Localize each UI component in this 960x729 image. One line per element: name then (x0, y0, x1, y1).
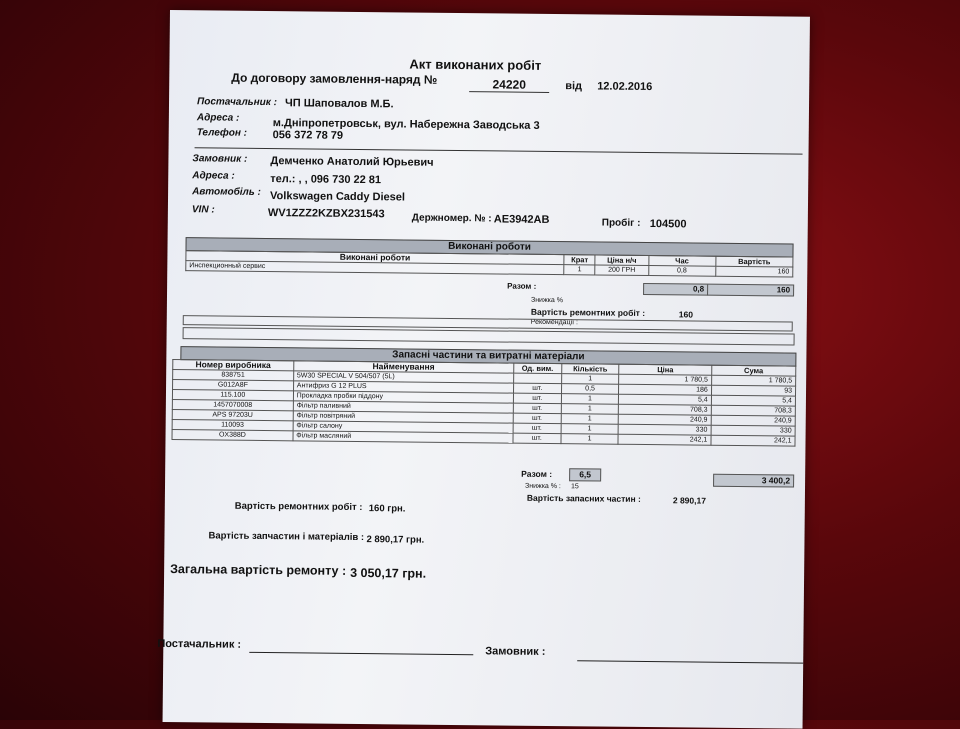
customer-address-label: Адреса : (192, 170, 235, 182)
part-code: 115.100 (172, 390, 293, 401)
parts-section-title: Запасні частини та витратні матеріали (180, 346, 796, 366)
summary-total-value: 3 050,17 грн. (350, 565, 427, 581)
contract-label: До договору замовлення-наряд № (231, 70, 438, 87)
works-total-hours: 0,8 (643, 283, 708, 296)
signature-customer-line (577, 660, 803, 663)
separator-line (195, 147, 803, 154)
work-cost: 160 (715, 266, 792, 277)
part-code: OX388D (172, 430, 293, 441)
part-qty: 1 (561, 424, 619, 435)
parts-total-label: Разом : (521, 468, 553, 480)
supplier-name: ЧП Шаповалов М.Б. (284, 97, 394, 111)
order-date: 12.02.2016 (597, 80, 653, 94)
part-sum: 330 (711, 425, 795, 436)
work-price: 200 ГРН (595, 265, 648, 276)
summary-parts-label: Вартість запчастин і матеріалів : (208, 530, 365, 544)
works-header-cost: Вартість (716, 256, 793, 267)
part-sum: 93 (711, 385, 795, 396)
customer-address: тел.: , , 096 730 22 81 (270, 173, 382, 187)
part-unit: шт. (513, 423, 561, 433)
works-header-price: Ціна н/ч (595, 255, 648, 266)
works-total-label: Разом : (507, 281, 537, 291)
parts-total-sum: 3 400,2 (713, 474, 794, 488)
part-price: 242,1 (618, 434, 710, 445)
parts-header-name: Найменування (293, 361, 513, 373)
works-header-hours: Час (648, 256, 715, 267)
order-number: 24220 (469, 77, 549, 93)
vin-label: VIN : (191, 204, 215, 216)
parts-header-unit: Од. вим. (514, 363, 562, 373)
document-title: Акт виконаних робіт (409, 56, 542, 73)
part-sum: 240,9 (711, 415, 795, 426)
part-sum: 708,3 (711, 405, 795, 416)
part-code: G012A8F (173, 380, 294, 391)
part-unit (514, 373, 562, 383)
recommendations-label: Рекомендації : (530, 318, 579, 327)
part-qty: 1 (561, 374, 619, 385)
part-price: 5,4 (619, 394, 711, 405)
part-sum: 5,4 (711, 395, 795, 406)
part-price: 186 (619, 384, 711, 395)
signature-supplier-label: Постачальник : (157, 637, 242, 651)
supplier-address: м.Дніпропетровськ, вул. Набережна Заводська 3 (272, 117, 540, 132)
plate-label: Держномер. № : (411, 212, 492, 225)
work-name: Инспекционный сервис (186, 261, 564, 275)
works-total-cost: 160 (707, 284, 794, 297)
parts-discount-label: Знижка % : (524, 482, 561, 491)
parts-table (171, 359, 796, 447)
part-name: Фільтр масляний (293, 431, 513, 443)
part-name: Фільтр паливний (293, 401, 513, 413)
vin-number: WV1ZZZ2KZBX231543 (267, 207, 385, 221)
part-unit: шт. (513, 433, 561, 443)
parts-header-sum: Сума (711, 365, 795, 376)
customer-name: Демченко Анатолий Юрьевич (270, 155, 434, 169)
part-price: 708,3 (619, 404, 711, 415)
part-name: Фільтр повітряний (293, 411, 513, 423)
summary-total-label: Загальна вартість ремонту : (170, 562, 347, 578)
parts-header-qty: Кількість (561, 364, 619, 375)
part-qty: 0,5 (561, 384, 619, 395)
works-header-qty: Крат (564, 255, 595, 265)
car-model: Volkswagen Caddy Diesel (269, 190, 406, 204)
plate-number: AE3942AB (493, 213, 550, 226)
summary-repair-value: 160 грн. (368, 503, 406, 515)
part-code: APS 97203U (172, 410, 293, 421)
summary-parts-value: 2 890,17 грн. (366, 534, 425, 546)
part-qty: 1 (561, 394, 619, 405)
part-unit: шт. (513, 403, 561, 413)
invoice-paper (157, 10, 810, 729)
works-header-name: Виконані роботи (186, 251, 564, 265)
parts-header-code: Номер виробника (173, 360, 294, 371)
supplier-phone: 056 372 78 79 (272, 129, 344, 142)
work-hours: 0,8 (648, 266, 715, 277)
part-code: 110093 (172, 420, 293, 431)
part-name: 5W30 SPECIAL V 504/507 (5L) (293, 371, 513, 383)
mileage-value: 104500 (649, 218, 687, 231)
parts-discount-value: 15 (570, 483, 579, 491)
part-name: Прокладка пробки піддону (293, 391, 513, 403)
work-qty: 1 (564, 265, 595, 275)
works-repair-cost: 160 (678, 309, 694, 320)
part-price: 330 (619, 424, 711, 435)
part-code: 838751 (173, 370, 294, 381)
customer-label: Замовник : (192, 153, 248, 165)
supplier-label: Постачальник : (196, 96, 278, 109)
part-qty: 1 (561, 434, 619, 445)
supplier-address-label: Адреса : (196, 112, 240, 124)
summary-repair-label: Вартість ремонтних робіт : (234, 500, 363, 514)
parts-cost-label: Вартість запасних частин : (526, 492, 641, 504)
part-code: 1457070008 (172, 400, 293, 411)
date-from-label: від (565, 80, 583, 93)
part-qty: 1 (561, 414, 619, 425)
part-price: 240,9 (619, 414, 711, 425)
part-unit: шт. (513, 393, 561, 403)
supplier-phone-label: Телефон : (196, 127, 248, 139)
parts-total-qty: 6,5 (569, 468, 601, 481)
mileage-label: Пробіг : (601, 217, 641, 229)
works-discount-label: Знижка % (530, 296, 563, 305)
works-section-title: Виконані роботи (185, 237, 793, 257)
car-label: Автомобіль : (192, 186, 261, 198)
works-repair-cost-label: Вартість ремонтних робіт : (530, 306, 646, 318)
parts-cost-value: 2 890,17 (672, 495, 707, 506)
parts-header-price: Ціна (619, 364, 711, 375)
part-name: Фільтр салону (293, 421, 513, 433)
part-sum: 242,1 (711, 435, 795, 446)
part-unit: шт. (513, 383, 561, 393)
part-unit: шт. (513, 413, 561, 423)
part-sum: 1 780,5 (711, 375, 795, 386)
signature-customer-label: Замовник : (485, 645, 546, 658)
part-qty: 1 (561, 404, 619, 415)
part-price: 1 780,5 (619, 374, 711, 385)
part-name: Антифриз G 12 PLUS (293, 381, 513, 393)
signature-supplier-line (249, 652, 473, 655)
